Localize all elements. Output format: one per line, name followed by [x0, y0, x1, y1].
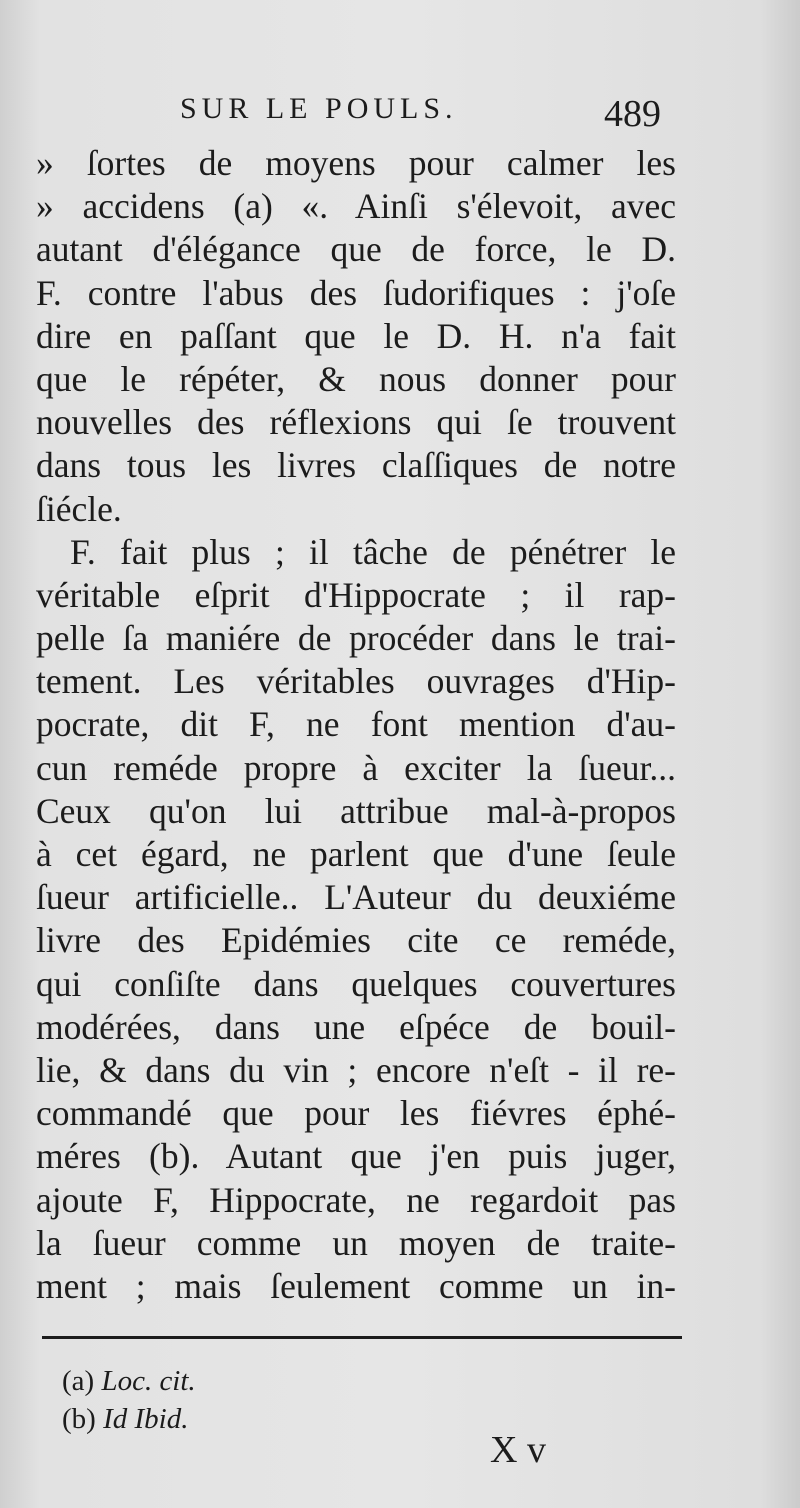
- text-line: ajoute F, Hippocrate, ne regardoit pas: [36, 1179, 676, 1220]
- text-line: F. fait plus ; il tâche de pénétrer le: [70, 531, 676, 572]
- text-line: à cet égard, ne parlent que d'une ſeule: [36, 834, 676, 874]
- footnote-marker: (b): [62, 1403, 96, 1435]
- text-line: commandé que pour les fiévres éphé-: [36, 1093, 676, 1134]
- body-text: [36, 142, 676, 1308]
- footnote-text: Id Ibid.: [103, 1403, 189, 1435]
- text-line: ſiécle.: [36, 488, 122, 529]
- text-line: modérées, dans une eſpéce de bouil-: [36, 1006, 676, 1047]
- text-line: dans tous les livres claſſiques de notre: [36, 445, 676, 486]
- text-line: pocrate, dit F, ne font mention d'au-: [36, 704, 676, 745]
- footnote-b: [62, 1400, 196, 1438]
- text-line: pelle ſa maniére de procéder dans le trai-: [36, 618, 676, 659]
- text-line: » ſortes de moyens pour calmer les: [36, 143, 676, 183]
- text-line: ment ; mais ſeulement comme un in-: [36, 1265, 676, 1306]
- text-line: dire en paſſant que le D. H. n'a fait: [36, 315, 676, 356]
- text-line: qui conſiſte dans quelques couvertures: [36, 963, 676, 1004]
- text-line: la ſueur comme un moyen de traite-: [36, 1222, 676, 1263]
- text-line: méres (b). Autant que j'en puis juger,: [36, 1136, 676, 1177]
- text-line: que le répéter, & nous donner pour: [36, 358, 676, 399]
- text-line: tement. Les véritables ouvrages d'Hip-: [36, 661, 676, 702]
- footnote-text: Loc. cit.: [101, 1365, 196, 1397]
- text-line: » accidens (a) «. Ainſi s'élevoit, avec: [36, 186, 676, 227]
- text-line: véritable eſprit d'Hippocrate ; il rap-: [36, 574, 676, 615]
- footnote-divider: [42, 1336, 682, 1339]
- text-line: cun reméde propre à exciter la ſueur...: [36, 747, 676, 788]
- text-line: ſueur artificielle.. L'Auteur du deuxiéme: [36, 877, 676, 918]
- text-line: nouvelles des réflexions qui ſe trouvent: [36, 402, 676, 443]
- signature-mark: X v: [490, 1429, 546, 1471]
- footnote-marker: (a): [62, 1365, 95, 1397]
- footnote-a: [62, 1362, 196, 1400]
- running-head: SUR LE POULS.: [180, 92, 458, 125]
- text-line: Ceux qu'on lui attribue mal-à-propos: [36, 790, 676, 831]
- page-number: 489: [604, 93, 661, 135]
- text-line: livre des Epidémies cite ce reméde,: [36, 920, 676, 961]
- text-line: lie, & dans du vin ; encore n'eſt - il re-: [36, 1049, 676, 1090]
- text-line: F. contre l'abus des ſudorifiques : j'oſe: [36, 272, 676, 313]
- text-line: autant d'élégance que de force, le D.: [36, 229, 676, 270]
- footnotes: [62, 1362, 196, 1438]
